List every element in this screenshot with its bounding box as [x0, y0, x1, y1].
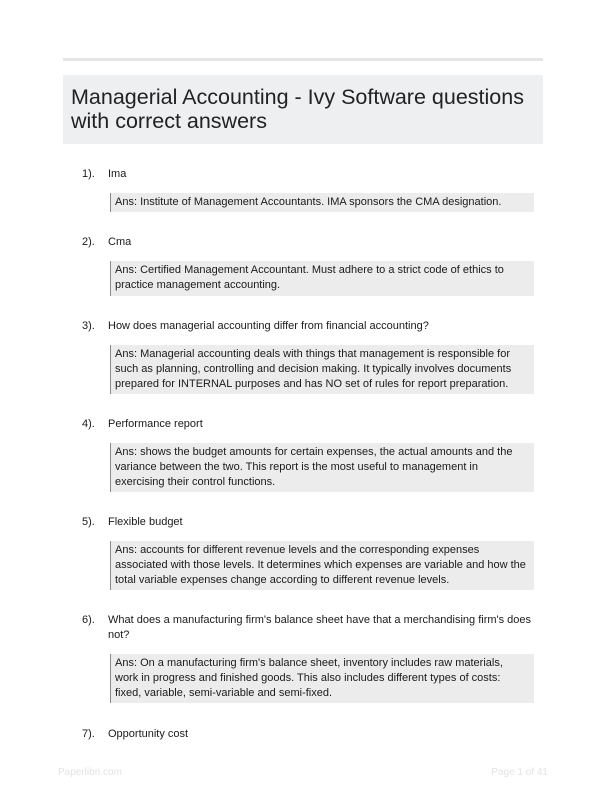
question-text: Performance report	[108, 418, 203, 430]
document-title: Managerial Accounting - Ivy Software questions with correct answers	[71, 85, 524, 133]
question-text: How does managerial accounting differ from financial accounting?	[108, 320, 429, 332]
question-text: Cma	[108, 236, 132, 248]
answer-box: Ans: Certified Management Accountant. Must adhere to a strict code of ethics to practice management accounting.	[110, 261, 534, 296]
question-number: 1).	[82, 168, 95, 180]
question-text: Flexible budget	[108, 516, 183, 528]
answer-box: Ans: shows the budget amounts for certain expenses, the actual amounts and the variance between the two. This report is the most useful to management in exercising their control functions.	[110, 443, 534, 492]
answer-box: Ans: On a manufacturing firm's balance sheet, inventory includes raw materials, work in progress and finished goods. This also includes different types of costs: fixed, variable, semi-variable and semi-fixed.	[110, 654, 534, 703]
question-number: 5).	[82, 516, 95, 528]
footer-site: Paperlibri.com	[58, 767, 122, 778]
question-number: 6).	[82, 614, 95, 626]
question-text: What does a manufacturing firm's balance sheet have that a merchandising firm's does not?	[108, 614, 532, 641]
question-text: Opportunity cost	[108, 728, 189, 740]
answer-box: Ans: Managerial accounting deals with things that management is responsible for such as planning, controlling and decision making. It typically involves documents prepared for INTERNAL purposes and has NO set of rules for report preparation.	[110, 345, 534, 394]
question-number: 3).	[82, 320, 95, 332]
answer-box: Ans: Institute of Management Accountants. IMA sponsors the CMA designation.	[110, 193, 534, 212]
question-text: Ima	[108, 168, 127, 180]
top-rule	[63, 58, 543, 61]
question-number: 7).	[82, 728, 95, 740]
answer-box: Ans: accounts for different revenue levels and the corresponding expenses associated with those levels. It determines which expenses are variable and how the total variable expenses change according to different revenue levels.	[110, 541, 534, 590]
question-number: 2).	[82, 236, 95, 248]
footer-page-number: Page 1 of 41	[491, 767, 548, 778]
title-box	[63, 75, 543, 144]
question-number: 4).	[82, 418, 95, 430]
